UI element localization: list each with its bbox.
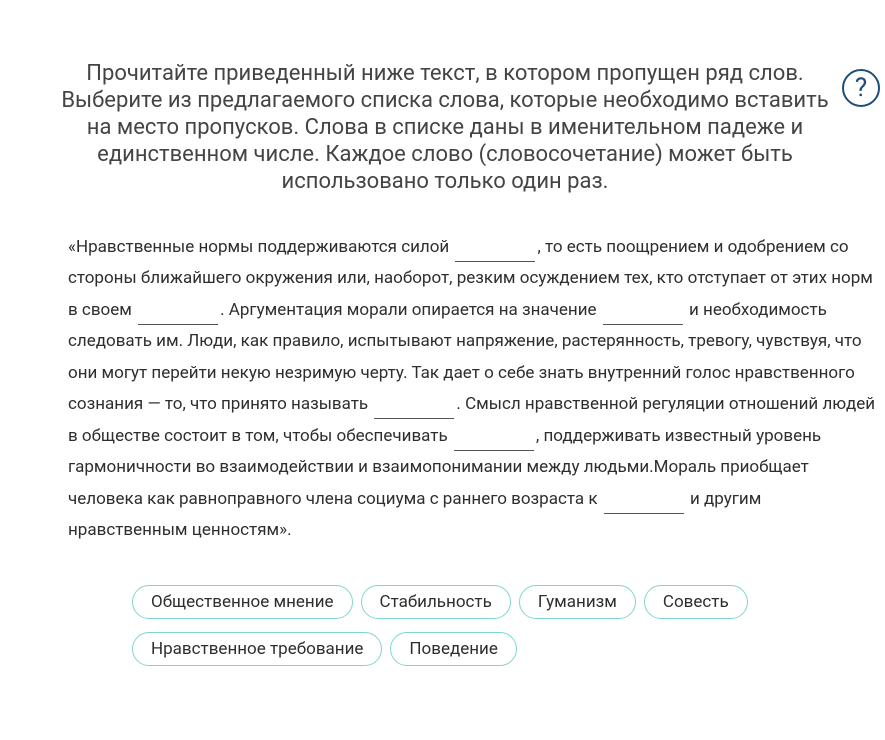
passage-segment: , то есть поощрением и одобрением со стороны ближайшего окружения или, наоборот, резким осуждением тех, кто отступает от этих норм в своем: [68, 237, 873, 320]
passage-segment: . Аргументация морали опирается на значение: [220, 299, 597, 320]
blank-5[interactable]: [454, 449, 534, 451]
option-nravstvennoe-trebovanie[interactable]: Нравственное требование: [132, 632, 382, 666]
blank-2[interactable]: [138, 323, 218, 325]
blank-6[interactable]: [604, 512, 684, 514]
passage-segment: «Нравственные нормы поддерживаются силой: [68, 237, 450, 257]
blank-1[interactable]: [455, 260, 535, 262]
blank-4[interactable]: [374, 417, 454, 419]
blank-3[interactable]: [603, 323, 683, 325]
option-stabilnost[interactable]: Стабильность: [361, 585, 511, 619]
option-sovest[interactable]: Совесть: [644, 585, 748, 619]
option-povedenie[interactable]: Поведение: [390, 632, 516, 666]
passage-segment: . Смысл нравственной регуляции отношений людей в обществе состоит в том, чтобы обеспечивать: [68, 394, 876, 446]
passage-text: [68, 232, 883, 546]
passage-segment: и другим нравственным ценностям».: [68, 488, 762, 540]
option-gumanizm[interactable]: Гуманизм: [519, 585, 636, 619]
help-icon[interactable]: ?: [842, 69, 880, 107]
task-instructions: Прочитайте приведенный ниже текст, в котором пропущен ряд слов. Выберите из предлагаемого списка слова, которые необходимо вставить на место пропусков. Слова в списке даны в именительном падеже и единственном числе. Каждое слово (словосочетание) может быть использовано только один раз.: [61, 61, 829, 194]
passage-segment: и необходимость следовать им. Люди, как правило, испытывают напряжение, растерянность, тревогу, чувствуя, что они могут перейти некую незримую черту. Так дает о себе знать внутренний голос нравственного сознания — то, что принято называть: [68, 299, 862, 415]
answer-options: [132, 585, 792, 666]
option-obshchestvennoe-mnenie[interactable]: Общественное мнение: [132, 585, 353, 619]
passage-segment: , поддерживать известный уровень гармоничности во взаимодействии и взаимопонимании между людьми.Мораль приобщает человека как равноправного члена социума с раннего возраста к: [68, 425, 822, 509]
